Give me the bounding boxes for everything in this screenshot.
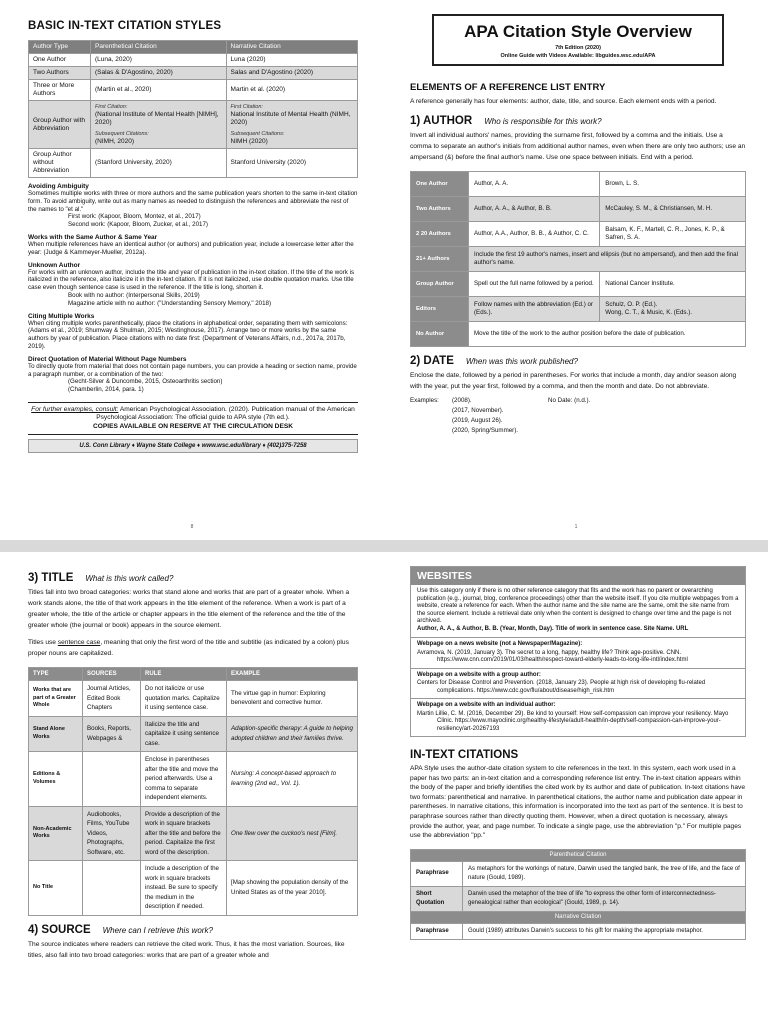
source-label: 4) SOURCE	[28, 923, 91, 936]
individual-reference: Martin Lillie, C. M. (2016, December 29). Be kind to yourself: How self-compassion can improve your resiliency. Mayo Clinic. https://www.mayoclinic.org/healthy-lifestyle/adult-health/in-depth/self-compassion-can-improve-your-resiliency/art-20267193	[417, 710, 729, 732]
individual-heading: Webpage on a website with an individual author:	[417, 702, 556, 708]
row-label: 2 20 Authors	[411, 222, 469, 247]
title-p2-pre: Titles use	[28, 639, 56, 646]
row-label: Stand Alone Works	[29, 716, 83, 752]
row-label: Two Authors	[29, 67, 91, 80]
table-row	[29, 80, 358, 101]
example-cell: Schulz, O. P. (Ed.). Wong, C. T., & Music, K. (Eds.).	[600, 297, 746, 322]
row-label: Non-Academic Works	[29, 806, 83, 861]
direct-example-1: (Gecht-Silver & Duncombe, 2015, Osteoarthritis section)	[68, 378, 223, 386]
intext-table	[410, 849, 746, 940]
table-row	[411, 172, 746, 197]
direct-quote-heading: Direct Quotation of Material Without Page Numbers	[28, 355, 187, 363]
title-question: What is this work called?	[85, 574, 174, 583]
example-cell: Brown, L. S.	[600, 172, 746, 197]
table-row	[29, 101, 358, 149]
title-p2-post: , meaning that only the first word of the title and subtitle (as indicated by a colon) plus proper nouns are capitalized.	[28, 639, 349, 657]
further-copies: COPIES AVAILABLE ON RESERVE AT THE CIRCULATION DESK	[92, 422, 294, 430]
example-cell: Nursing: A concept-based approach to learning (2nd ed., Vol. 1).	[227, 752, 358, 807]
library-footer: U.S. Conn Library ♦ Wayne State College ♦ www.wsc.edu/library ♦ (402)375-7258	[28, 439, 358, 453]
author-heading	[410, 115, 746, 127]
sources-cell: Journal Articles, Edited Book Chapters	[83, 681, 141, 717]
row-label: No Author	[411, 322, 469, 347]
date-question: When was this work published?	[465, 357, 578, 366]
col-header: Author Type	[29, 41, 91, 54]
example-cell: McCauley, S. M., & Christiansen, M. H.	[600, 197, 746, 222]
table-row	[29, 716, 358, 752]
rule-cell: Do not italicize or use quotation marks. Capitalize it using sentence case.	[141, 681, 227, 717]
table-row	[29, 681, 358, 717]
title-heading	[28, 572, 358, 584]
narr-cell: Luna (2020)	[226, 54, 357, 67]
page-in-text-styles	[0, 0, 384, 540]
rule-cell: Enclose in parentheses after the title and move the period afterwards. Use a comma to separate independent elements.	[141, 752, 227, 807]
sub-label: Subsequent Citations:	[230, 131, 285, 137]
row-label: Editors	[411, 297, 469, 322]
table-row	[411, 247, 746, 272]
title-label: 3) TITLE	[28, 572, 74, 584]
band-row	[411, 849, 746, 861]
date-example: (2020, Spring/Summer).	[452, 427, 519, 434]
edition: 7th Edition (2020)	[555, 45, 601, 51]
no-date-example: No Date: (n.d.).	[548, 397, 591, 404]
row-label: Paraphrase	[411, 861, 463, 886]
websites-text	[411, 585, 745, 638]
direct-quote-text	[28, 363, 358, 394]
row-label: Works that are part of a Greater Whole	[29, 681, 83, 717]
pattern-cell: Author, A.A., Author, B. B., & Author, C. C.	[469, 222, 600, 247]
source-heading	[28, 924, 358, 936]
row-label: No Title	[29, 861, 83, 916]
same-author-text: When multiple references have an identical author (or authors) and publication year, include a lowercase letter after the year: (Judge & Kammeyer-Mueller, 2012a).	[28, 240, 354, 256]
sentence-case-term: sentence case	[57, 639, 101, 646]
further-text: American Psychological Association. (2020). Publication manual of the American Psychological Association: The official guide to APA style (7th ed.).	[96, 405, 355, 422]
unknown-example-1: Book with no author: (Interpersonal Skills, 2019)	[68, 291, 200, 299]
websites-box	[410, 566, 746, 737]
row-label: One Author	[411, 172, 469, 197]
pattern-cell: Author, A. A., & Author, B. B.	[469, 197, 600, 222]
author-text: Invert all individual authors' names, providing the surname first, followed by a comma and the initials. Use a comma to separate an author's initials from additional author names, even when there are only two authors; use an ampersand (&) before the final author's name. Use one space between initials. End with a period.	[410, 132, 746, 161]
unknown-author-heading: Unknown Author	[28, 261, 81, 269]
group-reference: Centers for Disease Control and Prevention. (2018, January 23). People at high risk of developing flu-related complications. https://www.cdc.gov/flu/about/disease/high_risk.htm	[417, 680, 706, 694]
further-examples	[28, 402, 358, 436]
row-label: Group Author with Abbreviation	[29, 101, 91, 149]
row-label: Group Author without Abbreviation	[29, 149, 91, 178]
date-example: (2008).	[452, 397, 472, 404]
page-overview	[384, 0, 768, 540]
date-example: (2017, November).	[452, 407, 504, 414]
elements-heading: ELEMENTS OF A REFERENCE LIST ENTRY	[410, 82, 606, 93]
group-example	[411, 669, 745, 700]
example-cell: National Cancer Institute.	[600, 272, 746, 297]
intext-heading: IN-TEXT CITATIONS	[410, 749, 519, 761]
websites-pattern: Author, A. A., & Author, B. B. (Year, Month, Day). Title of work in sentence case. Site Name. URL	[417, 625, 689, 632]
narr-cell: Salas and D'Agostino (2020)	[226, 67, 357, 80]
ambiguity-example-2: Second work: (Kapoor, Bloom, Zucker, et al., 2017)	[68, 221, 208, 229]
col-header: TYPE	[29, 668, 83, 681]
rule-cell: Include the first 19 author's names, insert and ellipsis (but no ampersand), and then add the final author's name.	[469, 247, 746, 272]
pattern-cell: Author, A. A.	[469, 172, 600, 197]
sources-cell: Books, Reports, Webpages &	[83, 716, 141, 752]
date-examples	[410, 396, 746, 436]
source-text: The source indicates where readers can retrieve the cited work. Thus, it has the most variation. Sources, like titles, also fall into two broad categories: works that are part of a greater whole and	[28, 940, 345, 959]
row-label: Group Author	[411, 272, 469, 297]
unknown-author-text	[28, 269, 358, 308]
paren-cell: (Stanford University, 2020)	[91, 149, 227, 178]
example-cell: One flew over the cuckoo's nest [Film].	[227, 806, 358, 861]
col-header: SOURCES	[83, 668, 141, 681]
author-question: Who is responsible for this work?	[484, 117, 602, 126]
col-header: EXAMPLE	[227, 668, 358, 681]
rule-cell: Italicize the title and capitalize it using sentence case.	[141, 716, 227, 752]
multiple-works-heading: Citing Multiple Works	[28, 312, 95, 320]
row-label: 21+ Authors	[411, 247, 469, 272]
title-box	[432, 14, 724, 66]
unknown-para: For works with an unknown author, include the title and year of publication in the in-text citation. If the title of the work is italicized in the reference, also italicize it in the in-text citation. If it is not italicized, use double quotation marks. Use title case even though sentence case is used in the reference. If the title is long, shorten it.	[28, 268, 355, 292]
individual-example	[411, 699, 745, 736]
direct-example-2: (Chamberlin, 2014, para. 1)	[68, 386, 144, 394]
table-row	[411, 297, 746, 322]
date-heading	[410, 355, 746, 367]
sources-cell	[83, 752, 141, 807]
citation-styles-table	[28, 40, 358, 178]
example-cell: Balsam, K. F., Martell, C. R., Jones, K. P., & Safren, S. A.	[600, 222, 746, 247]
table-row	[411, 923, 746, 939]
online-guide: Online Guide with Videos Available: libguides.wsc.edu/APA	[500, 53, 656, 59]
date-example: (2019, August 26).	[452, 417, 503, 424]
paren-cell	[91, 101, 227, 149]
paren-cell: (Salas & D'Agostino, 2020)	[91, 67, 227, 80]
table-row	[411, 861, 746, 886]
table-row	[29, 67, 358, 80]
row-label: One Author	[29, 54, 91, 67]
paren-cell: (Luna, 2020)	[91, 54, 227, 67]
example-cell: As metaphors for the workings of nature, Darwin used the tangled bank, the tree of life, and the face of nature (Gould, 1989).	[463, 861, 746, 886]
table-row	[29, 54, 358, 67]
table-row	[29, 806, 358, 861]
pattern-cell: Spell out the full name followed by a period.	[469, 272, 600, 297]
narr-cell: Martin et al. (2020)	[226, 80, 357, 101]
rule-cell: Move the title of the work to the author position before the date of publication.	[469, 322, 746, 347]
date-label: 2) DATE	[410, 355, 454, 367]
websites-heading: WEBSITES	[411, 567, 745, 585]
ambiguity-example-1: First work: (Kapoor, Bloom, Montez, et al., 2017)	[68, 213, 201, 221]
pattern-cell: Follow names with the abbreviation (Ed.) or (Eds.).	[469, 297, 600, 322]
row-label: Paraphrase	[411, 923, 463, 939]
table-row	[411, 222, 746, 247]
elements-text: A reference generally has four elements: author, date, title, and source. Each element ends with a period.	[410, 98, 717, 105]
multiple-works-text: When citing multiple works parenthetically, place the citations in alphabetical order, separating them with semicolons: (Adams et al., 2019; Shumway & Shulman, 2015; Westinghouse, 2017). Arrange two or more works by the same authors by year of publication. Place citations with no date first: (Department of Veterans Affairs, n.d., 2017a, 2017b, 2019).	[28, 319, 348, 350]
example-cell: Darwin used the metaphor of the tree of life "to express the other form of interconnectedness-genealogical rather than ecological" (Gould, 1989, p. 14).	[463, 886, 746, 911]
author-label: 1) AUTHOR	[410, 115, 473, 127]
title-text-2	[28, 637, 358, 659]
table-row	[411, 322, 746, 347]
examples-label: Examples:	[410, 397, 439, 404]
page-number: 1	[574, 524, 578, 530]
basic-styles-heading: BASIC IN-TEXT CITATION STYLES	[28, 20, 222, 32]
table-row	[29, 752, 358, 807]
same-author-heading: Works with the Same Author & Same Year	[28, 233, 158, 241]
table-row	[29, 149, 358, 178]
table-row	[411, 886, 746, 911]
paren-sub: (NIMH, 2020)	[95, 138, 135, 145]
col-header: RULE	[141, 668, 227, 681]
page-title-source	[0, 552, 384, 1024]
narr-cell	[226, 101, 357, 149]
row-label: Short Quotation	[411, 886, 463, 911]
example-cell: Adaption-specific therapy: A guide to helping adopted children and their families thrive.	[227, 716, 358, 752]
paren-first: (National Institute of Mental Health [NIMH], 2020)	[95, 111, 219, 126]
group-heading: Webpage on a website with a group author:	[417, 671, 541, 678]
direct-para: To directly quote from material that does not contain page numbers, you can provide a heading or section name, provide a paragraph number, or a combination of the two:	[28, 362, 357, 378]
further-lead: For further examples, consult:	[31, 405, 119, 413]
row-label: Three or More Authors	[29, 80, 91, 101]
websites-para: Use this category only if there is no other reference category that fits and the work has no parent or overarching publication (e.g., journal, blog, conference proceedings) other than the website itself. If you cite multiple webpages from a website, create a reference for each. When the author name and the site name are the same, omit the site name from the source element. Include a retrieval date only when the content is designed to change over time and the page is not archived.	[417, 588, 739, 624]
row-label: Two Authors	[411, 197, 469, 222]
rule-cell: Provide a description of the work in square brackets after the title and before the period. Capitalize the first word of the description.	[141, 806, 227, 861]
page-number: 8	[190, 524, 194, 530]
author-table	[410, 171, 746, 347]
sources-cell: Audiobooks, Films, YouTube Videos, Photographs, Software, etc.	[83, 806, 141, 861]
news-reference: Avramova, N. (2019, January 3). The secret to a long, happy, healthy life? Think age-positive. CNN. https://www.cnn.com/2019/01/03/health/respect-toward-elderly-leads-to-long-life-intl/index.html	[417, 649, 688, 663]
paren-cell: (Martin et al., 2020)	[91, 80, 227, 101]
ambiguity-para: Sometimes multiple works with three or more authors and the same publication years shorten to the same in-text citation form. To avoid ambiguity, write out as many names as needed to distinguish the references and abbreviate the rest of the names to "et al."	[28, 190, 358, 213]
table-row	[29, 861, 358, 916]
news-example	[411, 638, 745, 669]
news-heading: Webpage on a news website (not a Newspaper/Magazine):	[417, 641, 583, 647]
intext-text: APA Style uses the author-date citation system to cite references in the text. In this system, each work used in a paper has two parts: an in-text citation and a corresponding reference list entry. The in-text citation appears within the body of the paper and briefly identifies the cited work by its author and date of publication. In-text citations have two formats: parenthetical and narrative. In parenthetical citations, the author name and publication date appear in parentheses. In narrative citations, this information is incorporated into the text as part of the sentence. It is best to paraphrase sources rather than directly quoting them. However, when a direct quotation is necessary, always provide the author, year, and page number. To indicate a single page, use the abbreviation "p." For multiple pages use the abbreviation "pp."	[410, 765, 746, 840]
narrative-band: Narrative Citation	[411, 911, 746, 923]
page-websites-intext	[384, 552, 768, 1024]
narr-sub: NIMH (2020)	[230, 138, 268, 145]
sub-label: Subsequent Citations:	[95, 131, 149, 137]
first-label: First Citation:	[230, 104, 263, 110]
unknown-example-2: Magazine article with no author: ("Understanding Sensory Memory," 2018)	[68, 299, 272, 307]
title-text: Titles fall into two broad categories: works that stand alone and works that are part of a greater whole. When a work stands alone, the title of that work appears in the title element of the reference. When a work is part of a greater whole, the title of the article or chapter appears in the title element of the reference and the title of the greater whole (the journal or book) appears in the source element.	[28, 589, 350, 629]
page-title: APA Citation Style Overview	[464, 22, 692, 41]
sources-cell	[83, 861, 141, 916]
table-row	[411, 272, 746, 297]
source-question: Where can I retrieve this work?	[102, 925, 213, 935]
band-row	[411, 911, 746, 923]
narr-first: National Institute of Mental Health (NIMH, 2020)	[230, 111, 351, 126]
first-label: First Citation:	[95, 104, 128, 110]
narr-cell: Stanford University (2020)	[226, 149, 357, 178]
example-cell: [Map showing the population density of the United States as of the year 2010].	[227, 861, 358, 916]
col-header: Narrative Citation	[226, 41, 357, 54]
rule-cell: Include a description of the work in square brackets instead. Be sure to specify the medium in the description if needed.	[141, 861, 227, 916]
date-text: Enclose the date, followed by a period in parentheses. For works that include a month, day and/or season along with the year, put the year first, followed by a comma, and then the month and date. Do not abbreviate.	[410, 372, 737, 390]
table-row	[411, 197, 746, 222]
title-types-table	[28, 667, 358, 916]
col-header: Parenthetical Citation	[91, 41, 227, 54]
row-label: Editions & Volumes	[29, 752, 83, 807]
ambiguity-heading: Avoiding Ambiguity	[28, 183, 89, 190]
example-cell: Gould (1989) attributes Darwin's success to his gift for making the appropriate metaphor.	[463, 923, 746, 939]
example-cell: The virtue gap in humor: Exploring benevolent and corrective humor.	[227, 681, 358, 717]
parenthetical-band: Parenthetical Citation	[411, 849, 746, 861]
ambiguity-text	[28, 190, 358, 229]
